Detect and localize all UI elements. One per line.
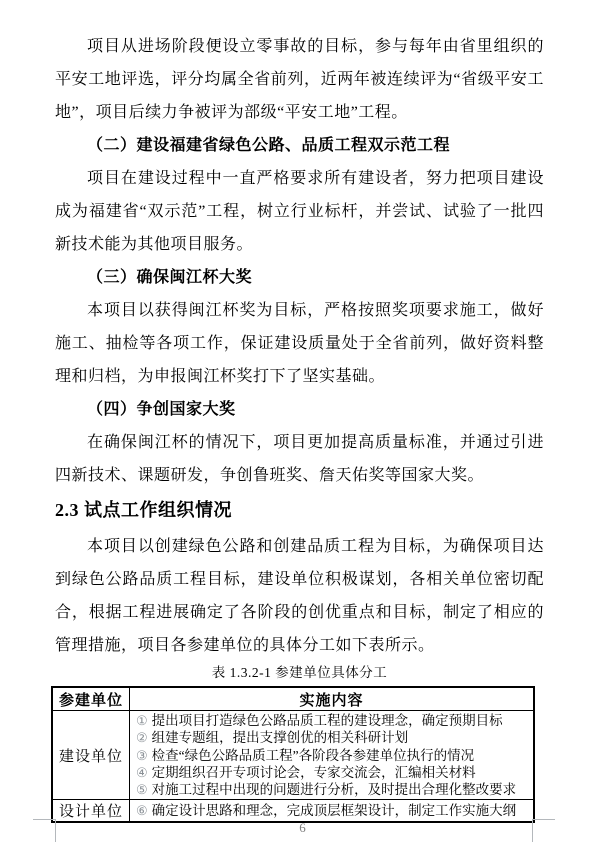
- unit-cell-construction: 建设单位: [52, 711, 130, 800]
- paragraph-safe-site: 项目从进场阶段便设立零事故的目标，参与每年由省里组织的平安工地评选，评分均属全省前列，近两年被连续评为“省级平安工地”，项目后续力争被评为部级“平安工地”工程。: [55, 38, 544, 121]
- column-header-content: 实施内容: [130, 687, 535, 711]
- paragraph-minjiang-cup: 本项目以获得闽江杯奖为目标，严格按照奖项要求施工，做好施工、抽检等各项工作，保证建设质量处于全省前列，做好资料整理和归档，为申报闽江杯奖打下了坚实基础。: [55, 302, 544, 385]
- task-text: 定期组织召开专项讨论会，专家交流会，汇编相关材料: [151, 764, 476, 780]
- circled-number-icon: ④: [136, 764, 148, 780]
- heading-item-2: （二）建设福建省绿色公路、品质工程双示范工程: [87, 137, 451, 154]
- paragraph-double-demonstration: 项目在建设过程中一直严格要求所有建设者，努力把项目建设成为福建省“双示范”工程，树立行业标杆，并尝试、试验了一批四新技术能为其他项目服务。: [55, 170, 544, 253]
- circled-number-icon: ①: [136, 713, 148, 728]
- task-text: 确定设计思路和理念，完成顶层框架设计，制定工作实施大纲: [151, 803, 517, 819]
- circled-number-icon: ②: [136, 730, 148, 746]
- document-body: [55, 30, 544, 823]
- table-caption: 表 1.3.2-1 参建单位具体分工: [211, 665, 388, 680]
- page-number: 6: [299, 820, 306, 835]
- paragraph-national-award: 在确保闽江杯的情况下，项目更加提高质量标准，并通过引进四新技术、课题研发，争创鲁班奖、詹天佑奖等国家大奖。: [55, 434, 544, 484]
- task-item: [136, 802, 530, 819]
- unit-division-table: [51, 686, 535, 823]
- content-cell-construction: [130, 711, 535, 800]
- unit-cell-design: 设计单位: [52, 800, 130, 823]
- task-item: [136, 764, 530, 781]
- heading-item-4: （四）争创国家大奖: [87, 401, 236, 418]
- task-item: [136, 729, 530, 746]
- table-row-construction-unit: [52, 711, 534, 800]
- task-item: [136, 747, 530, 764]
- task-item: [136, 712, 530, 729]
- circled-number-icon: ⑥: [136, 803, 148, 819]
- task-text: 组建专题组，提出支撑创优的相关科研计划: [151, 730, 409, 746]
- paragraph-pilot-organization: 本项目以创建绿色公路和创建品质工程为目标，为确保项目达到绿色公路品质工程目标，建设单位积极谋划，各相关单位密切配合，根据工程进展确定了各阶段的创优重点和目标，制定了相应的管理措施，项目各参建单位的具体分工如下表所示。: [55, 538, 544, 654]
- heading-section-2-3: 2.3 试点工作组织情况: [55, 500, 232, 520]
- table-header-row: [52, 687, 534, 711]
- column-header-unit: 参建单位: [52, 687, 130, 711]
- task-text: 提出项目打造绿色公路品质工程的建设理念，确定预期目标: [151, 713, 503, 728]
- heading-item-3: （三）确保闽江杯大奖: [87, 269, 253, 286]
- circled-number-icon: ⑤: [136, 782, 148, 798]
- task-text: 检查“绿色公路品质工程”各阶段各参建单位执行的情况: [151, 747, 475, 763]
- circled-number-icon: ③: [136, 747, 148, 763]
- task-item: [136, 781, 530, 798]
- task-text: 对施工过程中出现的问题进行分析，及时提出合理化整改要求: [151, 782, 517, 798]
